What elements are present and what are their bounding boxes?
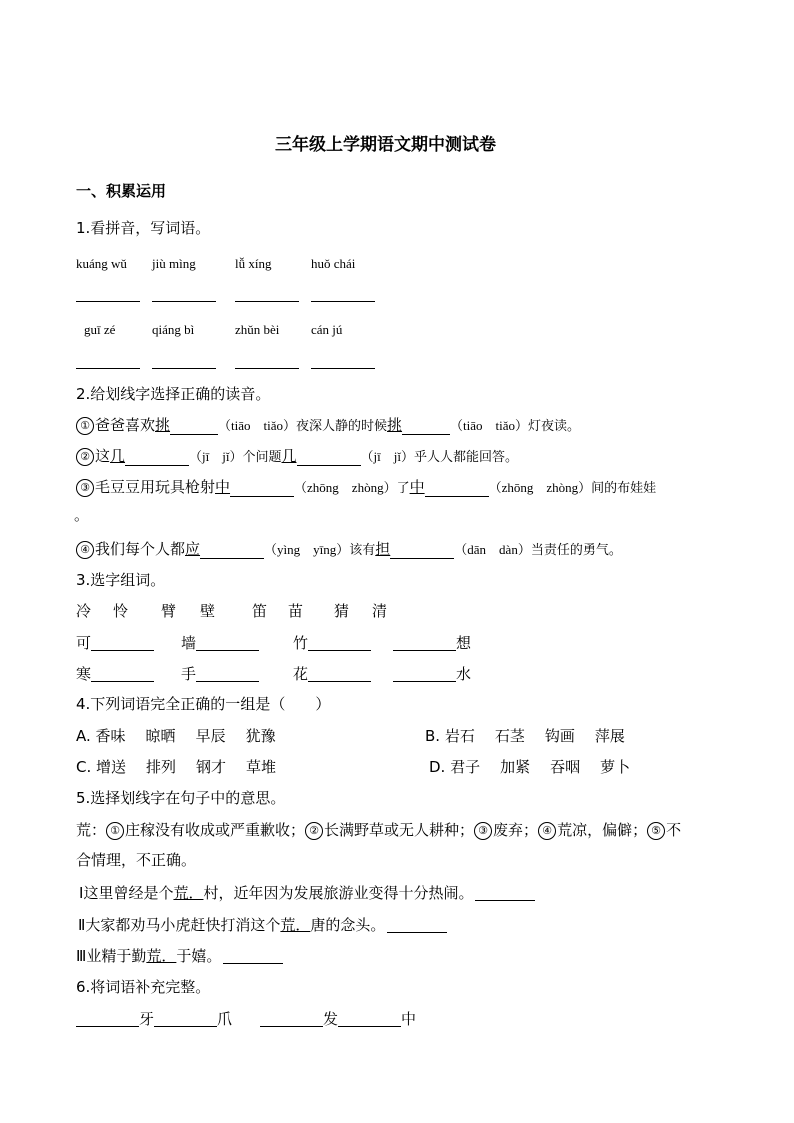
char-option: 冷 [76,602,92,620]
answer-blank[interactable] [230,481,294,497]
sentence-2: Ⅱ大家都劝马小虎赶快打消这个荒．唐的念头。 [78,917,447,933]
question-4-prompt: 4.下列词语完全正确的一组是（ ） [76,695,331,713]
pinyin: kuáng wǔ [76,256,127,271]
answer-blank[interactable] [76,301,140,302]
answer-blank[interactable] [387,917,447,933]
answer-blank[interactable] [196,635,259,651]
circled-number: ① [76,417,94,435]
answer-blank[interactable] [311,368,375,369]
answer-blank[interactable] [393,635,456,651]
idiom-fill-1: 牙 爪 [76,1011,232,1027]
answer-blank[interactable] [235,368,299,369]
question-2-line-3-end: 。 [74,506,90,524]
char-option: 猜 [334,602,350,620]
word-fill: 墙 [181,635,259,651]
sentence-3: Ⅲ业精于勤荒．于嬉。 [76,948,283,964]
pinyin: guī zé [84,322,116,337]
answer-blank[interactable] [152,368,216,369]
question-5-prompt: 5.选择划线字在句子中的意思。 [76,789,286,807]
pinyin: jiù mìng [152,256,196,271]
answer-blank[interactable] [393,666,456,682]
answer-blank[interactable] [235,301,299,302]
char-option: 怜 [113,602,129,620]
answer-blank[interactable] [402,419,450,435]
sentence-1: Ⅰ这里曾经是个荒．村，近年因为发展旅游业变得十分热闹。 [79,885,535,901]
char-option: 臂 [161,602,177,620]
answer-blank[interactable] [154,1011,217,1027]
char-option: 清 [372,602,388,620]
option-b[interactable]: B. 岩石 石茎 钩画 萍展 [425,727,625,745]
question-3-prompt: 3.选字组词。 [76,571,166,589]
question-6-prompt: 6.将词语补充完整。 [76,978,211,996]
char-option: 笛 [252,602,268,620]
definition-list-cont: 合情理，不正确。 [76,851,197,869]
pinyin: huǒ chái [311,256,356,271]
circled-number: ④ [76,541,94,559]
idiom-fill-2: 发 中 [260,1011,416,1027]
answer-blank[interactable] [76,1011,139,1027]
option-c[interactable]: C. 增送 排列 钢才 草堆 [76,758,277,776]
word-fill: 手 [181,666,259,682]
question-2-line-1: ① 爸爸喜欢挑 （tiāo tiǎo）夜深人静的时候挑 （tiāo tiǎo）灯夜读。 [76,417,580,435]
pinyin: lǚ xíng [235,256,272,271]
char-option: 苗 [288,602,304,620]
answer-blank[interactable] [125,450,189,466]
answer-blank[interactable] [308,666,371,682]
answer-blank[interactable] [196,666,259,682]
answer-blank[interactable] [76,368,140,369]
answer-blank[interactable] [91,666,154,682]
question-2-prompt: 2.给划线字选择正确的读音。 [76,385,271,403]
section-heading: 一、积累运用 [76,182,167,200]
answer-blank[interactable] [260,1011,323,1027]
pinyin: qiáng bì [152,322,195,337]
option-a[interactable]: A. 香味 晾晒 早辰 犹豫 [76,727,276,745]
question-2-line-2: ② 这几 （jī jǐ）个问题几 （jī jǐ）乎人人都能回答。 [76,448,518,466]
answer-blank[interactable] [308,635,371,651]
question-1-prompt: 1.看拼音，写词语。 [76,219,211,237]
answer-blank[interactable] [390,543,454,559]
answer-blank[interactable] [297,450,361,466]
definition-list: 荒： ① 庄稼没有收成或严重歉收； ② 长满野草或无人耕种； ③ 废弃； ④ 荒凉，偏僻； ⑤ 不 [76,821,682,839]
answer-blank[interactable] [338,1011,401,1027]
question-2-line-4: ④ 我们每个人都应 （yìng yīng）该有担 （dān dàn）当责任的勇气。 [76,541,622,559]
answer-blank[interactable] [152,301,216,302]
answer-blank[interactable] [91,635,154,651]
word-fill: 想 [393,635,471,651]
answer-blank[interactable] [475,885,535,901]
answer-blank[interactable] [223,948,283,964]
circled-number: ② [76,448,94,466]
word-fill: 水 [393,666,471,682]
word-fill: 竹 [293,635,371,651]
answer-blank[interactable] [170,419,218,435]
option-d[interactable]: D. 君子 加紧 吞咽 萝卜 [429,758,631,776]
pinyin: cán jú [311,322,343,337]
word-fill: 可 [76,635,154,651]
answer-blank[interactable] [311,301,375,302]
word-fill: 花 [293,666,371,682]
answer-blank[interactable] [200,543,264,559]
page-title: 三年级上学期语文期中测试卷 [275,135,496,155]
char-option: 壁 [200,602,216,620]
circled-number: ③ [76,479,94,497]
question-2-line-3: ③ 毛豆豆用玩具枪射中 （zhōng zhòng）了中 （zhōng zhòng）间的布娃娃 [76,479,656,497]
word-fill: 寒 [76,666,154,682]
answer-blank[interactable] [425,481,489,497]
pinyin: zhǔn bèi [235,322,280,337]
